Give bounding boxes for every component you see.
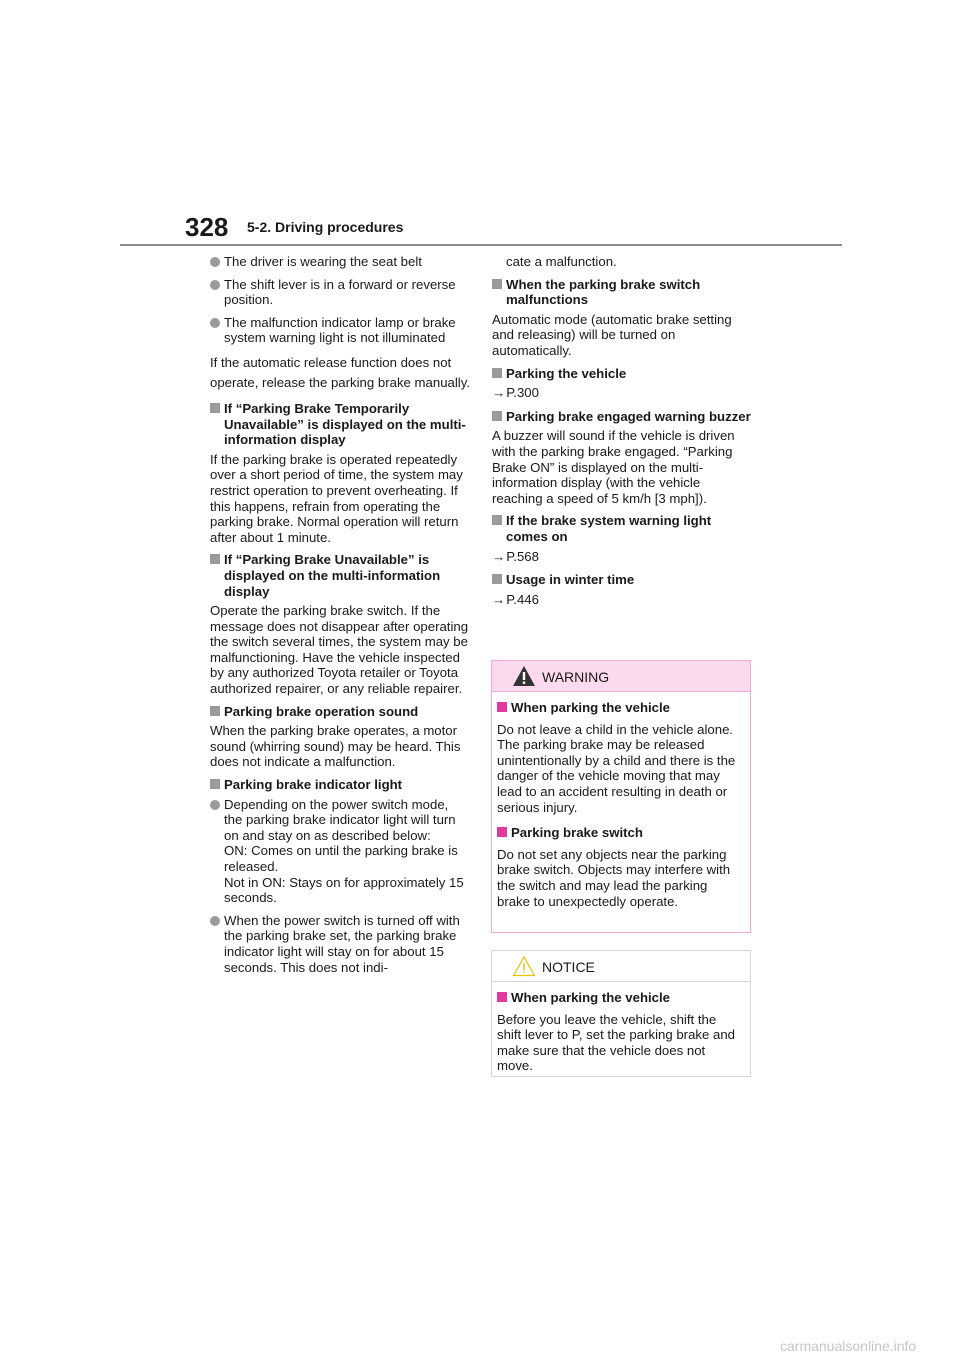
list-item: The malfunction indicator lamp or brake system warning light is not illuminated <box>210 315 470 346</box>
square-bullet-icon <box>210 554 220 564</box>
notice-triangle-icon <box>512 955 536 977</box>
bullet-icon <box>210 257 220 267</box>
square-bullet-icon <box>492 515 502 525</box>
notice-title-bar <box>492 951 750 982</box>
square-bullet-icon <box>210 706 220 716</box>
page-reference-link[interactable]: →P.300 <box>492 385 539 401</box>
subheading: Parking the vehicle <box>492 366 752 382</box>
bullet-icon <box>210 800 220 810</box>
notice-body <box>492 982 750 1074</box>
square-bullet-icon <box>497 992 507 1002</box>
paragraph: When the parking brake operates, a motor sound (whirring sound) may be heard. This does not indicate a malfunction. <box>210 723 461 770</box>
notice-title: NOTICE <box>542 959 595 975</box>
warning-subheading: When parking the vehicle <box>497 700 744 716</box>
warning-subheading: Parking brake switch <box>497 825 744 841</box>
paragraph: Operate the parking brake switch. If the message does not disappear after operating the switch several times, the system may be malfunctioning. Have the vehicle inspected by any authorized Toyota retailer or Toyota authorized repairer, or any reliable repairer. <box>210 603 469 697</box>
subheading: When the parking brake switch malfunctions <box>492 277 752 308</box>
warning-title: WARNING <box>542 669 610 685</box>
list-item: The shift lever is in a forward or reverse position. <box>210 277 470 308</box>
arrow-right-icon: → <box>492 548 506 564</box>
subheading: Parking brake engaged warning buzzer <box>492 409 752 425</box>
warning-box <box>491 660 751 933</box>
notice-subheading: When parking the vehicle <box>497 990 744 1006</box>
watermark: carmanualsonline.info <box>780 1338 917 1354</box>
notice-paragraph: Before you leave the vehicle, shift the shift lever to P, set the parking brake and make sure that the vehicle does not move. <box>497 1011 736 1074</box>
square-bullet-icon <box>492 368 502 378</box>
notice-box <box>491 950 751 1077</box>
arrow-right-icon: → <box>492 385 506 401</box>
page-reference-link[interactable]: →P.568 <box>492 548 539 564</box>
square-bullet-icon <box>210 779 220 789</box>
square-bullet-icon <box>497 702 507 712</box>
paragraph: A buzzer will sound if the vehicle is driven with the parking brake engaged. “Parking Brake ON” is displayed on the multi-information display (with the vehicle reaching a speed of 5 km/h [3 mph]). <box>492 428 735 506</box>
list-item: When the power switch is turned off with the parking brake set, the parking brake indicator light will stay on for about 15 seconds. This does not indi- <box>210 913 470 975</box>
square-bullet-icon <box>492 279 502 289</box>
bullet-icon <box>210 280 220 290</box>
subheading: If “Parking Brake Unavailable” is displayed on the multi-information display <box>210 552 470 599</box>
subheading: Usage in winter time <box>492 572 752 588</box>
square-bullet-icon <box>210 403 220 413</box>
subheading: Parking brake operation sound <box>210 704 470 720</box>
bullet-icon <box>210 318 220 328</box>
paragraph-continuation: cate a malfunction. <box>506 254 617 269</box>
warning-body <box>492 692 750 909</box>
paragraph: If the automatic release function does not operate, release the parking brake manually. <box>210 354 470 391</box>
list-item: Depending on the power switch mode, the parking brake indicator light will turn on and stay on as described below: ON: Comes on until the parking brake is released. Not in ON: Stays on for approximately 15 seconds. <box>210 797 470 906</box>
paragraph: Automatic mode (automatic brake setting and releasing) will be turned on automatically. <box>492 311 732 358</box>
square-bullet-icon <box>492 411 502 421</box>
page-header <box>185 212 845 252</box>
subheading: If the brake system warning light comes on <box>492 513 752 544</box>
square-bullet-icon <box>492 574 502 584</box>
subheading: If “Parking Brake Temporarily Unavailable” is displayed on the multi-information display <box>210 401 470 448</box>
paragraph: If the parking brake is operated repeatedly over a short period of time, the system may restrict operation to prevent overheating. If this happens, refrain from operating the parking brake. Normal operation will return after about 1 minute. <box>210 451 463 545</box>
warning-triangle-icon <box>512 665 536 687</box>
right-column <box>492 254 752 615</box>
header-divider <box>120 244 842 246</box>
warning-paragraph: Do not leave a child in the vehicle alone. The parking brake may be released unintentionally by a child and there is the danger of the vehicle moving that may lead to an accident resulting in death or serious injury. <box>497 721 736 815</box>
bullet-icon <box>210 916 220 926</box>
page-reference-link[interactable]: →P.446 <box>492 591 539 607</box>
warning-paragraph: Do not set any objects near the parking brake switch. Objects may interfere with the switch and may lead the parking brake to unexpectedly operate. <box>497 846 731 909</box>
page-number: 328 <box>185 212 229 242</box>
subheading: Parking brake indicator light <box>210 777 470 793</box>
left-column <box>210 254 470 982</box>
section-title: 5-2. Driving procedures <box>247 219 404 235</box>
warning-title-bar <box>492 661 750 692</box>
square-bullet-icon <box>497 827 507 837</box>
list-item: The driver is wearing the seat belt <box>210 254 470 270</box>
arrow-right-icon: → <box>492 591 506 607</box>
